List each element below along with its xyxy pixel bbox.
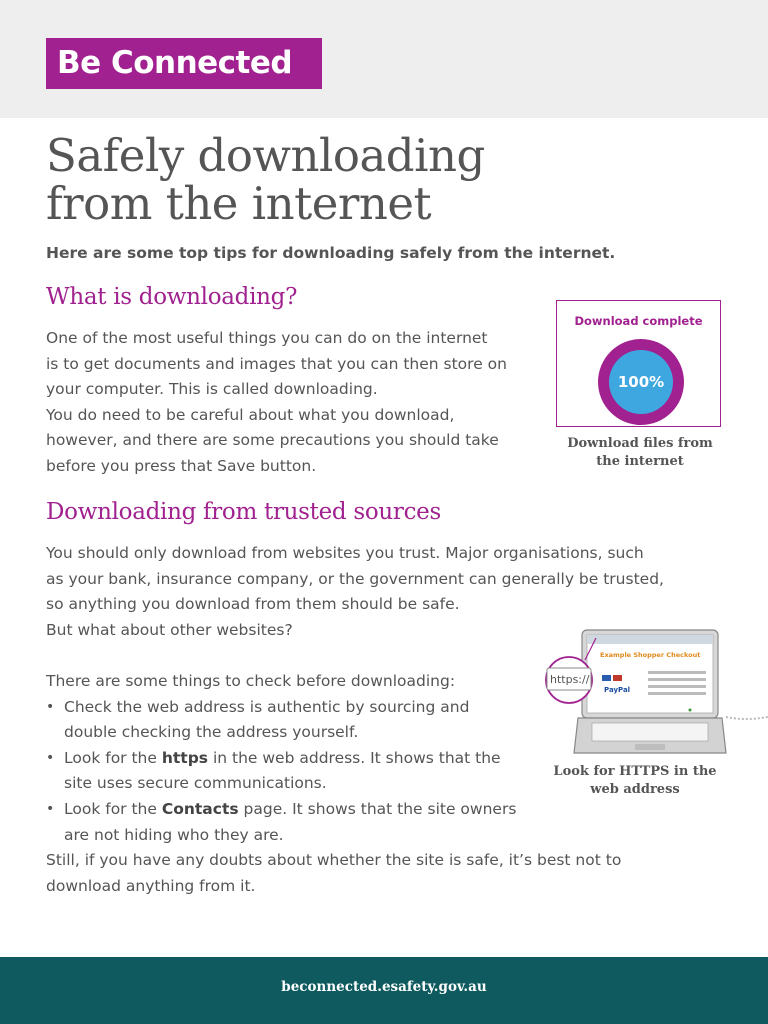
caption-line: the internet — [596, 453, 684, 469]
https-keyword: https — [161, 748, 209, 767]
laptop-cable — [726, 717, 768, 719]
section1-line: however, and there are some precautions you should take — [46, 431, 499, 450]
intro-text: Here are some top tips for downloading safely from the internet. — [46, 244, 616, 262]
list-item: • Look for the Contacts page. It shows that the site owners — [46, 797, 726, 823]
footer-band — [0, 957, 768, 1024]
header-band — [0, 0, 768, 118]
closing-line: download anything from it. — [46, 876, 256, 895]
caption-line: Look for HTTPS in the — [553, 764, 717, 779]
form-line — [648, 671, 706, 674]
download-complete-title: Download complete — [574, 314, 703, 328]
power-light — [689, 709, 692, 712]
caption-line: web address — [590, 781, 680, 797]
section1-line: your computer. This is called downloading. — [46, 380, 378, 399]
page-title-line-2: from the internet — [46, 177, 432, 230]
section1-line: One of the most useful things you can do on the internet — [46, 329, 488, 347]
keyboard — [592, 723, 708, 741]
footer-website-link[interactable]: beconnected.esafety.gov.au — [281, 979, 487, 995]
section-heading-trusted-sources: Downloading from trusted sources — [46, 499, 442, 525]
page-title — [46, 129, 646, 230]
card-icon — [613, 675, 622, 681]
list-item-continuation: are not hiding who they are. — [64, 825, 284, 844]
download-graphic-caption — [556, 435, 724, 470]
trackpad — [635, 744, 665, 750]
section2-line: You should only download from websites you trust. Major organisations, such — [46, 544, 644, 562]
form-line — [648, 678, 706, 681]
form-line — [648, 692, 706, 695]
form-line — [648, 685, 706, 688]
caption-line: Download files from — [567, 436, 713, 451]
browser-bar — [587, 635, 713, 644]
closing-line: Still, if you have any doubts about whether the site is safe, it’s best not to — [46, 851, 622, 870]
laptop-https-illustration — [540, 625, 768, 760]
laptop-caption — [540, 763, 730, 798]
page-title-line-1: Safely downloading — [46, 129, 485, 182]
section2-line: as your bank, insurance company, or the government can generally be trusted, — [46, 569, 664, 588]
download-complete-graphic — [556, 300, 721, 427]
list-item: • Check the web address is authentic by sourcing and — [46, 695, 726, 721]
section1-line: You do need to be careful about what you download, — [46, 405, 455, 424]
list-item-continuation: double checking the address yourself. — [64, 723, 359, 742]
paypal-logo: PayPal — [604, 686, 631, 694]
section2-line: But what about other websites? — [46, 620, 293, 639]
checklist-intro: There are some things to check before downloading: — [46, 671, 456, 690]
progress-ring — [598, 339, 684, 425]
card-icon — [602, 675, 611, 681]
section1-line: before you press that Save button. — [46, 456, 317, 475]
section1-body — [46, 326, 556, 480]
contacts-keyword: Contacts — [161, 799, 239, 818]
section1-line: is to get documents and images that you can then store on — [46, 354, 507, 373]
section2-line: so anything you download from them should be safe. — [46, 595, 460, 614]
https-zoom-text: https:// — [550, 673, 590, 686]
list-item: • Look for the https in the web address. It shows that the — [46, 746, 726, 772]
screen-title: Example Shopper Checkout — [600, 651, 701, 659]
progress-percent: 100% — [609, 350, 673, 414]
be-connected-logo: Be Connected — [46, 38, 322, 89]
section-heading-what-is-downloading: What is downloading? — [46, 284, 298, 310]
list-item-continuation: site uses secure communications. — [64, 774, 327, 793]
